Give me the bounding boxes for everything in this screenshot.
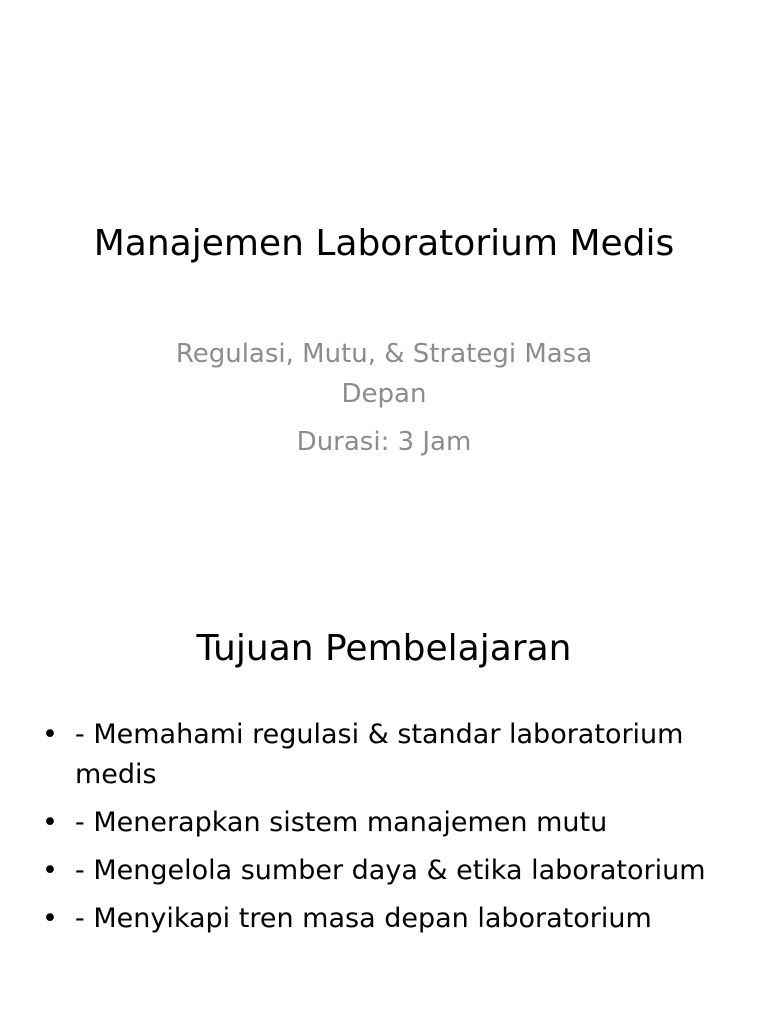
list-item: [38, 899, 738, 939]
bullet-icon: •: [42, 903, 58, 934]
list-item: [38, 803, 738, 843]
list-item-text: - Menerapkan sistem manajemen mutu: [75, 807, 608, 838]
slide-subtitle: [134, 334, 634, 462]
list-item-text: - Mengelola sumber daya & etika laboratorium: [75, 855, 706, 886]
list-item: [38, 715, 738, 795]
section-title: Tujuan Pembelajaran: [196, 628, 572, 669]
duration-text: Durasi: 3 Jam: [296, 427, 472, 457]
bullet-icon: •: [42, 807, 58, 838]
bullet-icon: •: [42, 719, 58, 750]
objectives-list: [38, 715, 738, 947]
bullet-icon: •: [42, 855, 58, 886]
list-item-text: - Menyikapi tren masa depan laboratorium: [75, 903, 652, 934]
subtitle-text: Regulasi, Mutu, & Strategi Masa Depan: [175, 339, 593, 409]
list-item: [38, 851, 738, 891]
list-item-text: - Memahami regulasi & standar laboratorium medis: [75, 719, 684, 790]
objectives-slide: [0, 512, 768, 1024]
slide-title: Manajemen Laboratorium Medis: [93, 223, 675, 264]
